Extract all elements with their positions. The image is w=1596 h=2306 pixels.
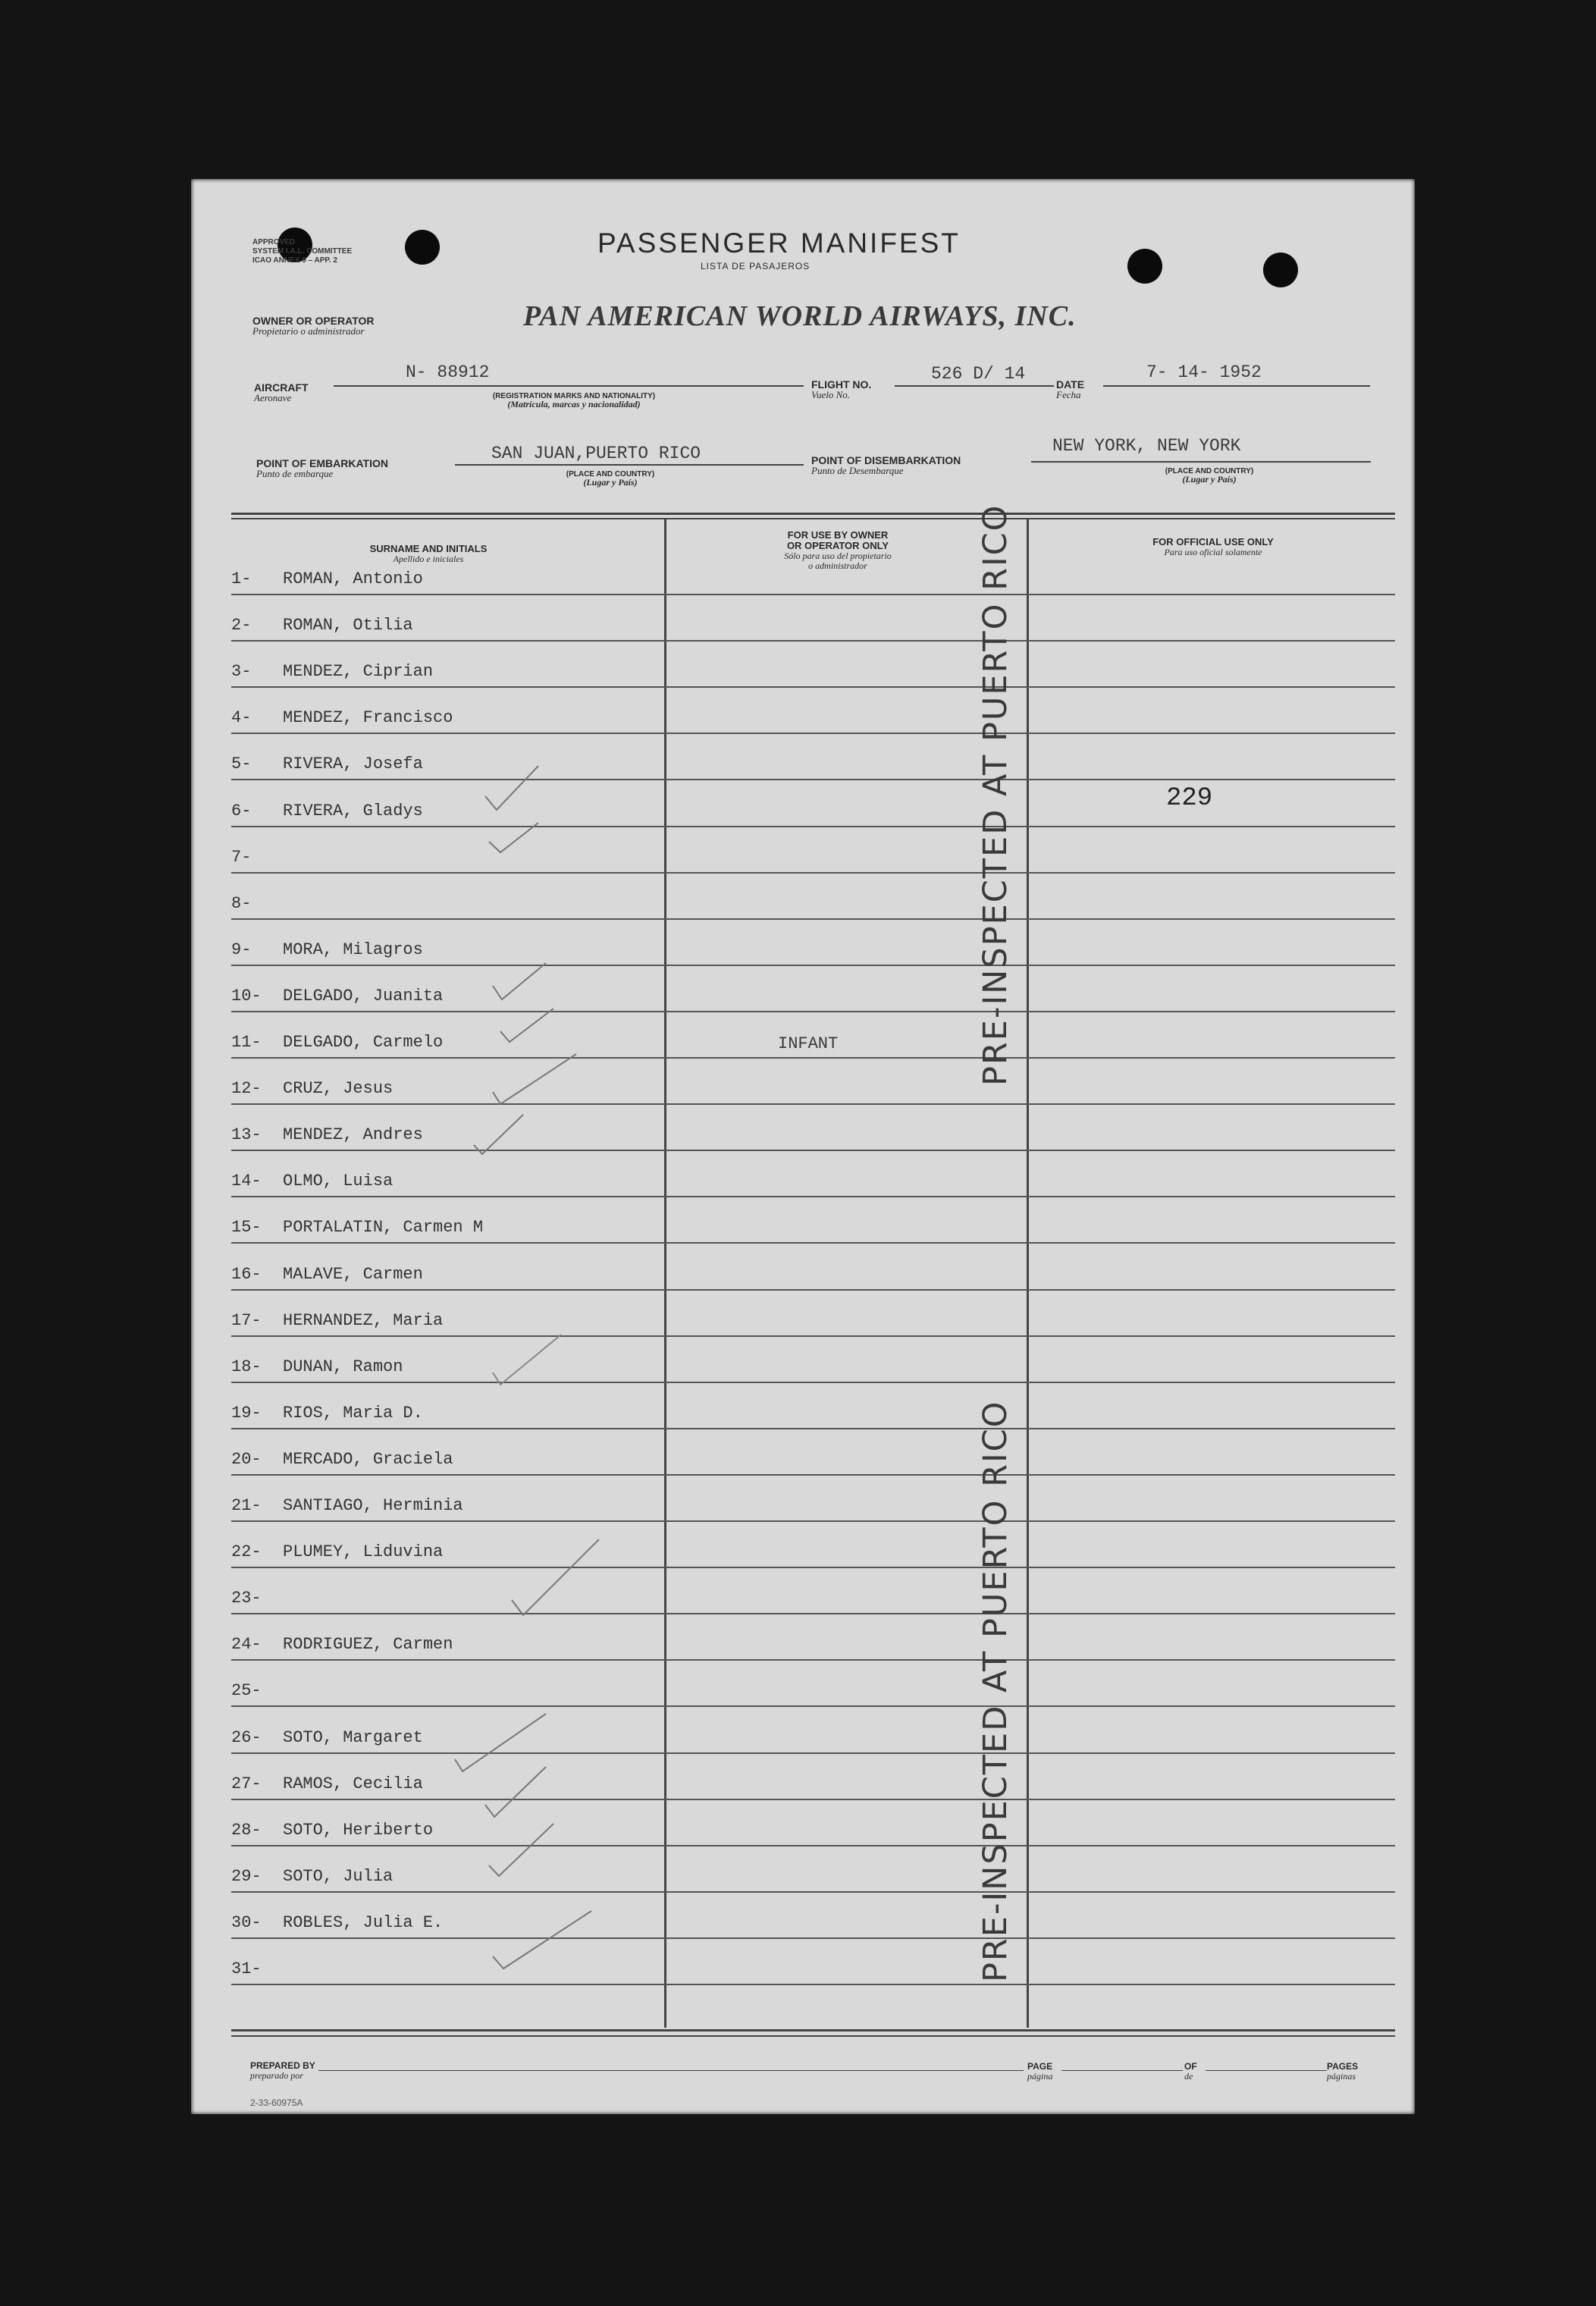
embarkation-label-sub: Punto de embarque [256,468,334,479]
row-number: 31- [231,1959,262,1978]
passenger-name: RODRIGUEZ, Carmen [283,1635,453,1654]
pages-line [1206,2070,1327,2071]
row-number: 23- [231,1589,262,1608]
table-top-rule [231,518,1395,519]
row-rule [231,1659,1395,1661]
signature-line [318,2070,1024,2071]
check-mark-icon [493,1335,561,1385]
row-number: 13- [231,1125,262,1144]
passenger-name: RIVERA, Gladys [283,802,423,820]
passenger-name: RAMOS, Cecilia [283,1774,423,1793]
check-mark-icon [493,1054,576,1104]
date-label [1056,379,1084,400]
prepared-by-label [250,2060,315,2081]
row-rule [231,1242,1395,1244]
row-rule [231,1520,1395,1522]
row-number: 3- [231,662,252,681]
divider [895,385,1054,387]
row-number: 4- [231,708,252,727]
of-label [1184,2061,1197,2082]
passenger-name: MERCADO, Graciela [283,1450,453,1469]
form-code: 2-33-60975A [250,2097,303,2108]
passenger-name: OLMO, Luisa [283,1172,394,1191]
flight-label [811,379,871,400]
check-mark-icon [485,1767,546,1817]
passenger-name: RIVERA, Josefa [283,755,423,773]
column-header-owner-line: FOR USE BY OWNER [787,529,889,541]
row-number: 15- [231,1218,262,1237]
row-number: 29- [231,1867,262,1886]
passenger-name: DELGADO, Carmelo [283,1033,444,1052]
passenger-name: SOTO, Julia [283,1867,394,1886]
embarkation-note [531,470,690,487]
column-divider [1027,519,1029,2028]
check-mark-icon [493,963,546,999]
check-mark-icon [512,1539,599,1615]
date-label-text: DATE [1056,378,1085,391]
passenger-name: ROMAN, Antonio [283,569,423,588]
passenger-name: MORA, Milagros [283,940,423,959]
row-number: 25- [231,1681,262,1700]
row-rule [231,1150,1395,1151]
passenger-name: MENDEZ, Andres [283,1125,423,1144]
column-header-owner-sub: o administrador [808,560,867,571]
passenger-name: DUNAN, Ramon [283,1357,403,1376]
row-number: 17- [231,1311,262,1330]
check-marks-bottom [440,1699,622,1979]
check-mark-icon [489,1824,553,1876]
disembarkation-place: NEW YORK, NEW YORK [1052,436,1241,456]
divider [334,385,804,387]
flight-number: 526 D/ 14 [931,364,1026,384]
row-number: 19- [231,1404,262,1423]
page-title: PASSENGER MANIFEST [597,227,961,259]
row-number: 10- [231,987,262,1006]
passenger-name: ROMAN, Otilia [283,616,413,635]
passenger-name: ROBLES, Julia E. [283,1913,444,1932]
flight-date: 7- 14- 1952 [1146,362,1262,382]
check-mark-icon [474,1115,523,1154]
infant-note: INFANT [778,1034,839,1053]
row-number: 5- [231,755,252,773]
check-marks-middle [455,955,591,1183]
row-rule [231,872,1395,874]
check-marks-upper [455,751,561,902]
row-number: 6- [231,802,252,820]
table-bottom-rule [231,2029,1395,2031]
date-label-sub: Fecha [1056,389,1081,400]
row-rule [231,1705,1395,1707]
passenger-name: PLUMEY, Liduvina [283,1542,444,1561]
row-rule [231,1613,1395,1614]
row-number: 12- [231,1079,262,1098]
of-label-sub: de [1184,2071,1193,2082]
aircraft-label-text: AIRCRAFT [254,381,309,394]
approval-block [252,238,352,265]
registration-note-sub: (Matrícula, marcas y nacionalidad) [507,399,641,409]
prepared-by-sub: preparado por [250,2070,303,2081]
row-rule [231,1428,1395,1429]
row-rule [231,1289,1395,1291]
row-number: 8- [231,894,252,913]
row-number: 30- [231,1913,262,1932]
row-rule [231,640,1395,642]
row-rule [231,1474,1395,1476]
row-number: 16- [231,1265,262,1284]
flight-label-text: FLIGHT NO. [811,378,872,391]
divider [1031,461,1371,463]
of-label-text: OF [1184,2061,1197,2072]
passenger-name: SOTO, Heriberto [283,1821,434,1840]
row-rule [231,965,1395,966]
row-rule [231,1845,1395,1846]
row-rule [231,686,1395,688]
row-rule [231,1382,1395,1383]
row-rule [231,1891,1395,1893]
row-rule [231,1103,1395,1105]
check-mark-icon [485,766,538,810]
row-number: 28- [231,1821,262,1840]
page-line [1061,2070,1183,2071]
row-rule [231,918,1395,920]
inspection-stamp: PRE-INSPECTED AT PUERTO RICO [977,504,1014,1086]
embarkation-place: SAN JUAN,PUERTO RICO [491,444,701,463]
prepared-by-text: PREPARED BY [250,2060,315,2071]
row-rule [231,1752,1395,1754]
table-top-rule [231,513,1395,515]
owner-label [252,315,375,336]
row-number: 24- [231,1635,262,1654]
owner-label-sub: Propietario o administrador [252,325,365,337]
column-header-owner-use [705,530,970,571]
official-count: 229 [1166,784,1213,813]
pages-label [1327,2061,1358,2082]
disembarkation-note-sub: (Lugar y País) [1182,474,1237,485]
passenger-name: SOTO, Margaret [283,1728,423,1747]
embarkation-label [256,458,388,478]
disembarkation-label-sub: Punto de Desembarque [811,465,904,476]
disembarkation-note-text: (PLACE AND COUNTRY) [1165,467,1254,475]
pages-label-sub: páginas [1327,2071,1356,2082]
column-header-name-text: SURNAME AND INITIALS [369,543,488,554]
aircraft-registration: N- 88912 [406,362,490,382]
row-rule [231,1984,1395,1985]
column-divider [664,519,666,2028]
row-number: 20- [231,1450,262,1469]
column-header-official-text: FOR OFFICIAL USE ONLY [1152,536,1274,547]
row-number: 1- [231,569,252,588]
row-number: 14- [231,1172,262,1191]
passenger-name: DELGADO, Juanita [283,987,444,1006]
embarkation-note-sub: (Lugar y País) [583,477,638,488]
row-rule [231,826,1395,827]
row-rule [231,1937,1395,1939]
row-rule [231,594,1395,595]
row-rule [231,1057,1395,1059]
embarkation-label-text: POINT OF EMBARKATION [256,457,388,469]
pages-label-text: PAGES [1327,2061,1359,2072]
owner-label-text: OWNER OR OPERATOR [252,315,375,327]
row-number: 26- [231,1728,262,1747]
punch-hole [1127,249,1162,284]
registration-note [449,392,699,409]
table-bottom-rule [231,2035,1395,2037]
passenger-name: MALAVE, Carmen [283,1265,423,1284]
row-number: 2- [231,616,252,635]
check-mark-icon [500,1009,553,1042]
check-mark-icon [489,823,538,852]
row-number: 9- [231,940,252,959]
punch-hole [1263,253,1298,287]
aircraft-label [254,382,309,403]
registration-note-text: (REGISTRATION MARKS AND NATIONALITY) [492,392,656,400]
passenger-name: RIOS, Maria D. [283,1404,423,1423]
operator-name: PAN AMERICAN WORLD AIRWAYS, INC. [523,300,1077,332]
passenger-name: MENDEZ, Francisco [283,708,453,727]
disembarkation-label-text: POINT OF DISEMBARKATION [811,454,961,466]
row-number: 27- [231,1774,262,1793]
passenger-name: MENDEZ, Ciprian [283,662,434,681]
check-mark-icon [455,1714,546,1771]
passenger-name: CRUZ, Jesus [283,1079,394,1098]
column-header-official [1061,537,1365,557]
divider [1103,385,1370,387]
row-rule [231,733,1395,734]
row-number: 7- [231,848,252,867]
column-header-official-sub: Para uso oficial solamente [1164,547,1262,557]
row-rule [231,1335,1395,1337]
column-header-name [303,544,553,564]
divider [455,464,804,466]
row-rule [231,1011,1395,1012]
row-rule [231,779,1395,780]
column-header-name-sub: Apellido e iniciales [393,554,464,564]
aircraft-label-sub: Aeronave [254,392,292,403]
row-rule [231,1196,1395,1197]
column-header-owner-sub: Sólo para uso del propietario [784,551,892,561]
disembarkation-note [1130,467,1289,484]
punch-hole [405,230,440,265]
row-rule [231,1799,1395,1800]
check-mark-icon [493,1911,591,1969]
row-number: 18- [231,1357,262,1376]
passenger-name: HERNANDEZ, Maria [283,1311,444,1330]
inspection-stamp: PRE-INSPECTED AT PUERTO RICO [977,1400,1014,1982]
page-label-sub: página [1027,2071,1053,2082]
approved-line: SYSTEM I.A.L. COMMITTEE [252,247,353,256]
page-subtitle: LISTA DE PASAJEROS [701,261,811,271]
page-label-text: PAGE [1027,2061,1053,2072]
disembarkation-label [811,455,961,475]
passenger-name: PORTALATIN, Carmen M [283,1218,484,1237]
flight-label-sub: Vuelo No. [811,389,851,400]
column-header-owner-line: OR OPERATOR ONLY [786,540,889,551]
approved-line: APPROVED [252,238,296,246]
check-marks-lower [470,1327,622,1630]
passenger-name: SANTIAGO, Herminia [283,1496,463,1515]
row-number: 21- [231,1496,262,1515]
row-rule [231,1567,1395,1568]
row-number: 22- [231,1542,262,1561]
row-number: 11- [231,1033,262,1052]
approved-line: ICAO ANNEX 9 – APP. 2 [252,256,337,265]
embarkation-note-text: (PLACE AND COUNTRY) [566,470,655,478]
page-label [1027,2061,1052,2082]
